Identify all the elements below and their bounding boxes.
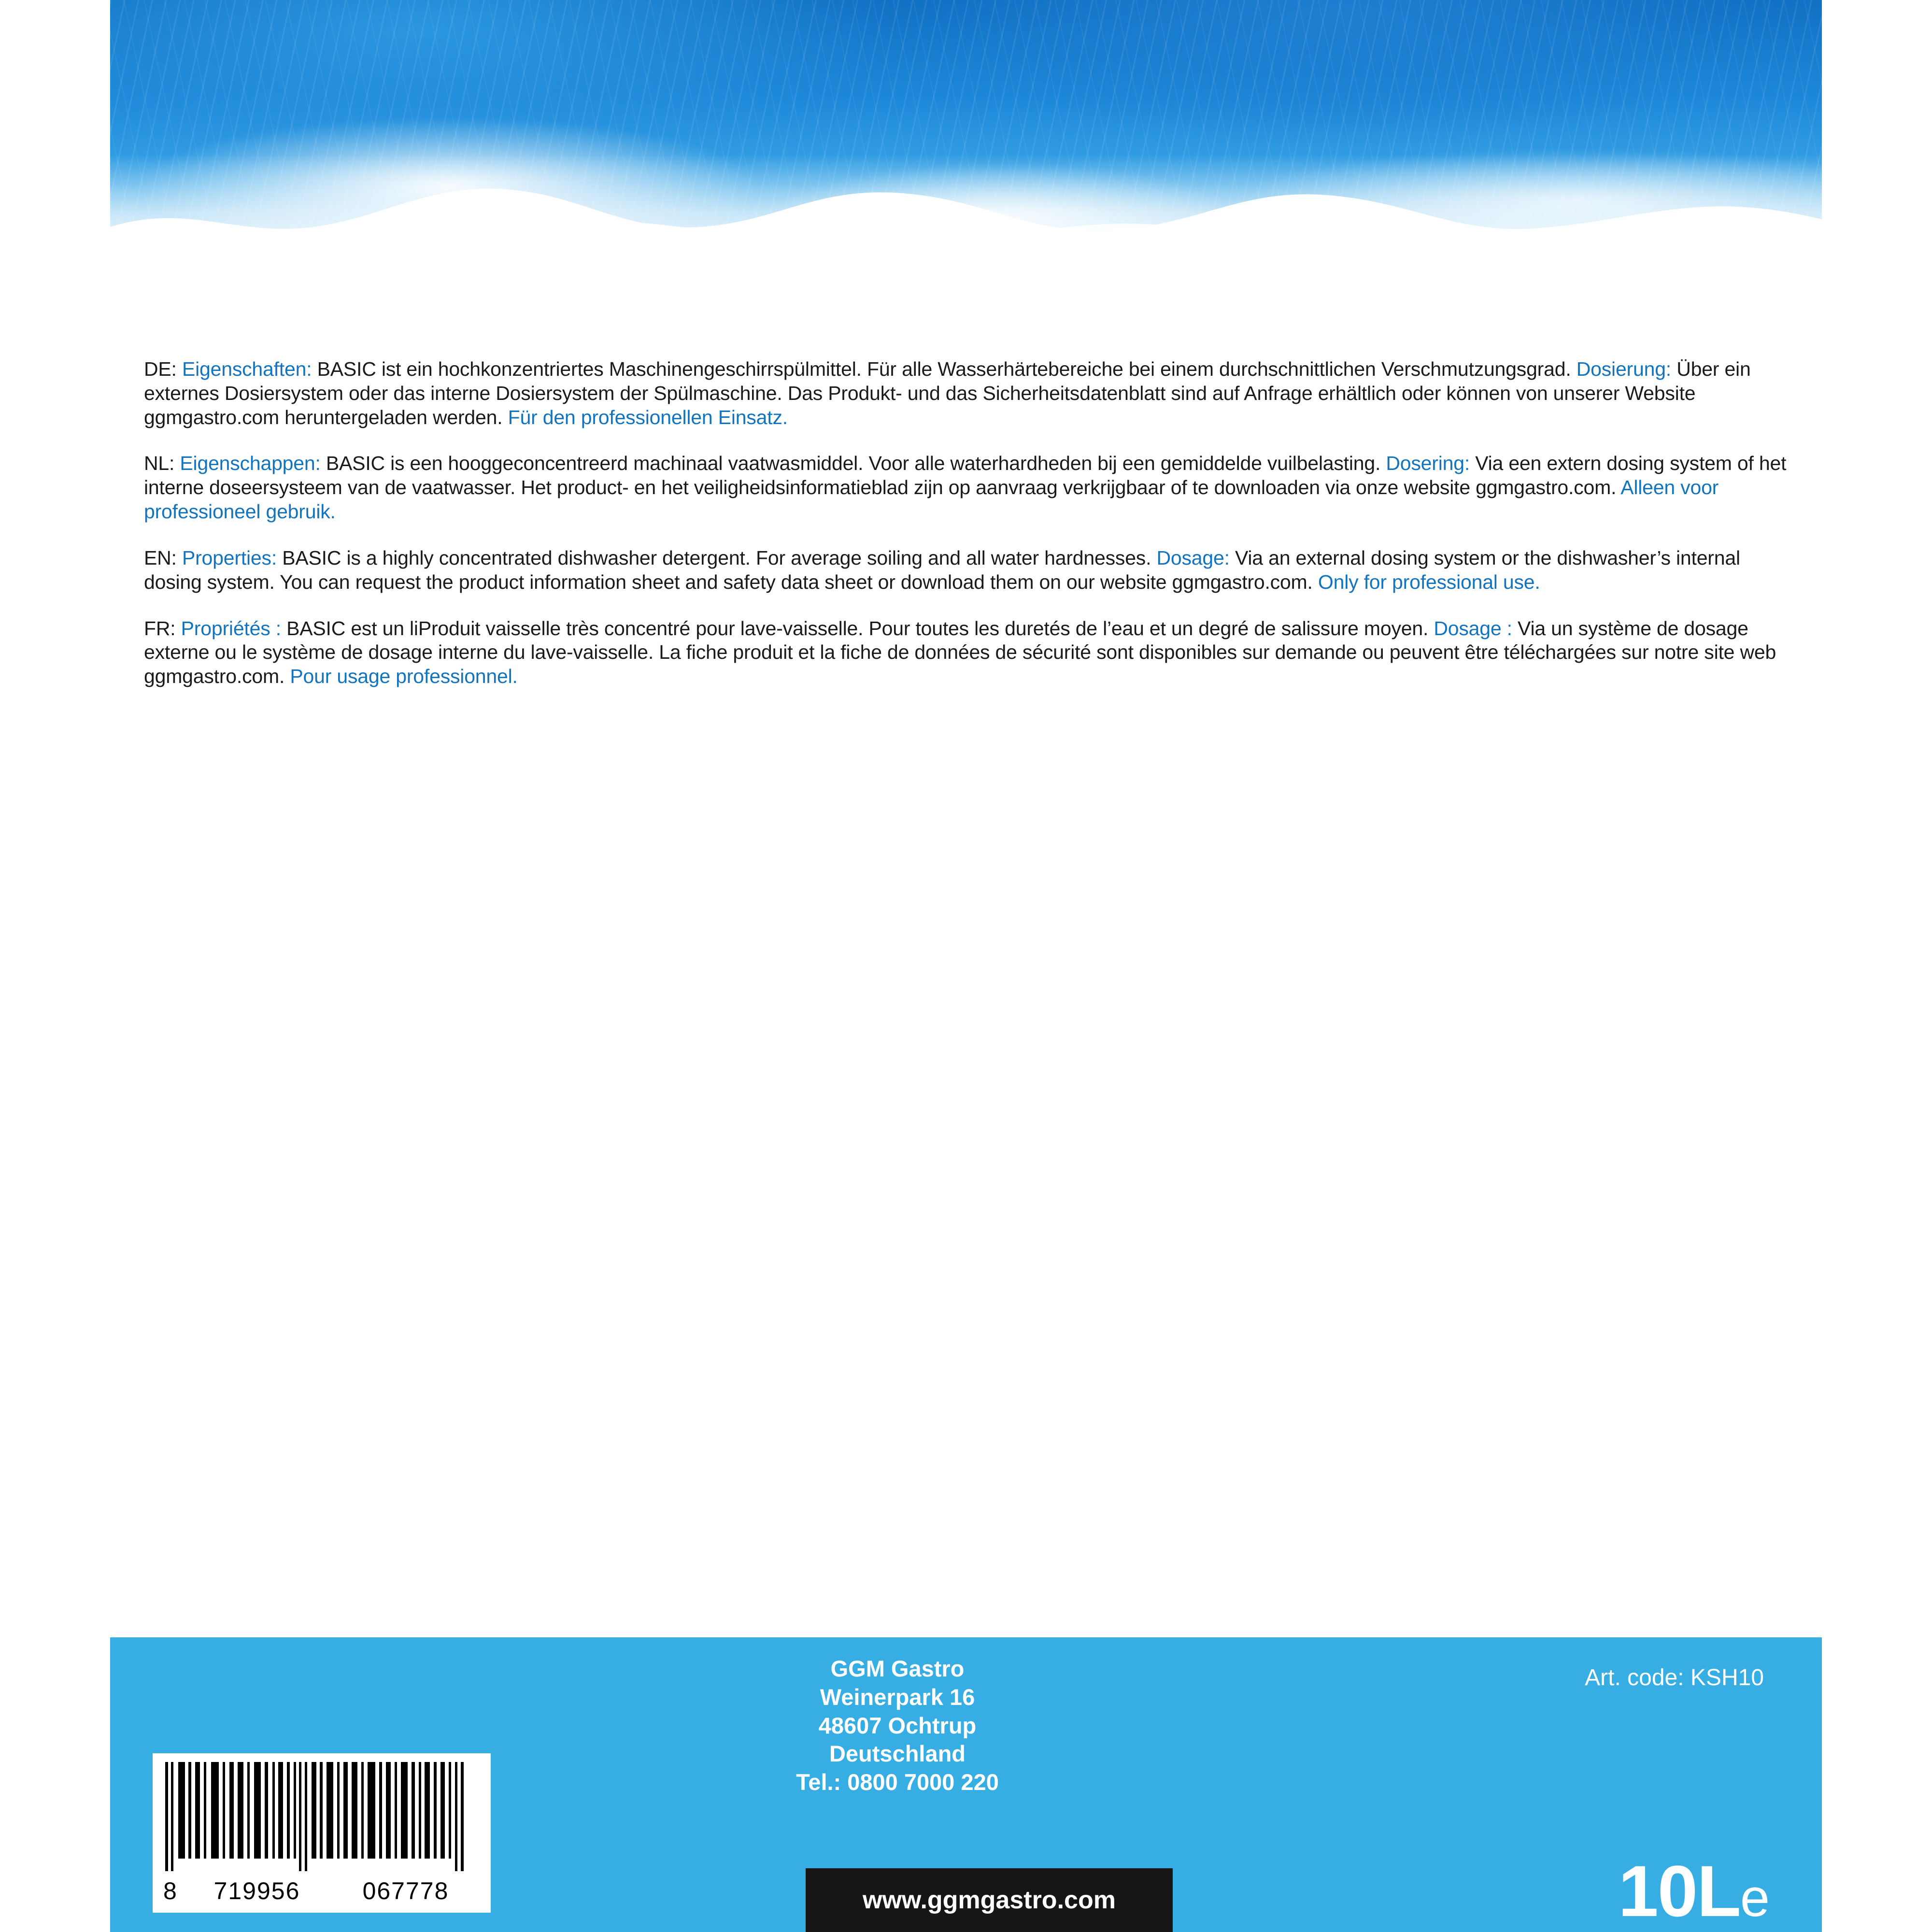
barcode-digit-group2: 067778: [362, 1877, 449, 1904]
company-phone: Tel.: 0800 7000 220: [796, 1769, 999, 1795]
body-fr-1: BASIC est un liProduit vaisselle très concentré pour lave-vaisselle. Pour toutes les duretés de l’eau et un degré de salissure moyen.: [281, 617, 1434, 639]
body-nl-2: Via een extern dosing system of het interne doseersysteem van de vaatwasser. Het product- en het veiligheidsinformatieblad zijn op aanvraag verkrijgbaar of te downloaden via onze website ggmgastro.com.: [144, 452, 1787, 499]
body-en-1: BASIC is a highly concentrated dishwasher detergent. For average soiling and all water hardnesses.: [277, 546, 1157, 569]
lang-code-de: DE:: [144, 358, 177, 380]
heading-de-properties: Eigenschaften:: [182, 358, 312, 380]
barcode-number: [163, 1876, 480, 1906]
footnote-fr: Pour usage professionnel.: [290, 665, 518, 688]
paragraph-en: [144, 546, 1791, 595]
heading-en-properties: Properties:: [182, 546, 277, 569]
product-label: [110, 0, 1822, 1932]
footnote-de: Für den professionellen Einsatz.: [508, 406, 788, 428]
heading-fr-properties: Propriétés :: [181, 617, 281, 639]
paragraph-de: [144, 357, 1791, 429]
body-de-2: Über ein externes Dosiersystem oder das interne Dosiersystem der Spülmaschine. Das Produkt- und das Sicherheitsdatenblatt sind auf Anfrage erhältlich oder können von unserer Website ggmgastro.com heruntergeladen werden.: [144, 358, 1751, 428]
barcode-bars: [165, 1762, 478, 1871]
lang-code-fr: FR:: [144, 617, 176, 639]
body-fr-2: Via un système de dosage externe ou le système de dosage interne du lave-vaisselle. La fiche produit et la fiche de données de sécurité sont disponibles sur demande ou peuvent être téléchargées sur notre site web ggmgastro.com.: [144, 617, 1776, 688]
volume-value: 10L: [1618, 1850, 1740, 1932]
body-nl-1: BASIC is een hooggeconcentreerd machinaal vaatwasmiddel. Voor alle waterhardheden bij een gemiddelde vuilbelasting.: [320, 452, 1386, 475]
barcode-digit-lead: 8: [163, 1877, 178, 1904]
paragraph-fr: [144, 617, 1791, 689]
body-en-2: Via an external dosing system or the dishwasher’s internal dosing system. You can request the product information sheet and safety data sheet or download them on our website ggmgastro.com.: [144, 546, 1740, 593]
company-name: GGM Gastro: [830, 1656, 965, 1681]
company-street: Weinerpark 16: [820, 1684, 975, 1710]
heading-nl-dosage: Dosering:: [1386, 452, 1470, 475]
footnote-en: Only for professional use.: [1318, 570, 1540, 593]
barcode: [153, 1753, 491, 1913]
footnote-nl: Alleen voor professioneel gebruik.: [144, 476, 1719, 523]
water-header-image: [110, 0, 1822, 319]
company-address: [680, 1655, 1115, 1797]
company-city: 48607 Ochtrup: [818, 1712, 977, 1738]
lang-code-nl: NL:: [144, 452, 175, 475]
volume-badge: [1618, 1850, 1769, 1932]
heading-en-dosage: Dosage:: [1156, 546, 1230, 569]
description-block: [144, 357, 1791, 689]
body-de-1: BASIC ist ein hochkonzentriertes Maschinengeschirrspülmittel. Für alle Wasserhärtebereiche bei einem durchschnittlichen Verschmutzungsgrad.: [312, 358, 1577, 380]
company-country: Deutschland: [829, 1741, 966, 1767]
heading-de-dosage: Dosierung:: [1576, 358, 1671, 380]
article-code: Art. code: KSH10: [1585, 1665, 1764, 1690]
water-surface-fade: [110, 155, 1822, 319]
footer-band: [110, 1637, 1822, 1932]
paragraph-nl: [144, 452, 1791, 524]
barcode-digit-group1: 719956: [213, 1877, 300, 1904]
estimated-sign: e: [1740, 1868, 1769, 1928]
website-link[interactable]: www.ggmgastro.com: [806, 1868, 1173, 1932]
heading-fr-dosage: Dosage :: [1434, 617, 1512, 639]
lang-code-en: EN:: [144, 546, 177, 569]
heading-nl-properties: Eigenschappen:: [180, 452, 321, 475]
